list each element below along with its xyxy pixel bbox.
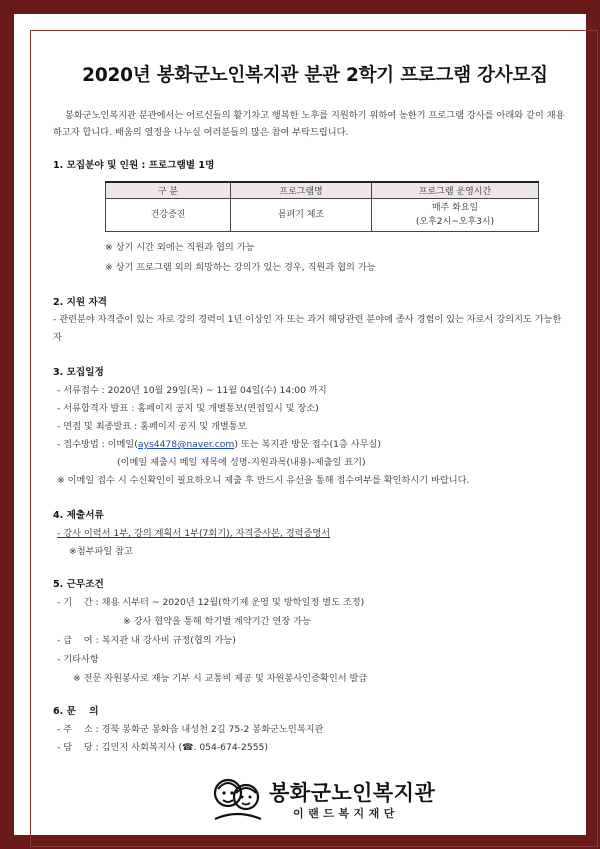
cell-time-hours: (오후2시~오후3시) bbox=[415, 217, 495, 227]
program-table-header bbox=[106, 182, 539, 199]
section-3-line-3: - 면접 및 최종발표 : 홈페이지 공지 및 개별통보 bbox=[57, 421, 247, 432]
section-2-heading: 2. 지원 자격 bbox=[53, 297, 108, 308]
section-6-line-1: - 주 소 : 경북 봉화군 봉화읍 내성천 2길 75-2 봉화군노인복지관 bbox=[57, 724, 324, 735]
cell-category: 건강증진 bbox=[106, 199, 231, 232]
cell-time-day: 매주 화요일 bbox=[431, 203, 479, 213]
submit-method-rest: ) 또는 복지관 방문 접수(1층 사무실) bbox=[234, 439, 381, 450]
section-1-heading: 1. 모집분야 및 인원 : 프로그램별 1명 bbox=[53, 160, 215, 171]
intro-paragraph: 봉화군노인복지관 분관에서는 어르신들의 활기차고 행복한 노후를 지원하기 위하여 농한기 프로그램 강사를 아래와 같이 채용하고자 합니다. 배움의 열정을 나누실 여러분들의 많은 참여 부탁드립니다. bbox=[53, 110, 565, 138]
organization-logo bbox=[209, 773, 439, 823]
section-4-line-2: ※첨부파일 참고 bbox=[69, 546, 133, 557]
section-5-line-2: ※ 강사 협약을 통해 학기별 계약기간 연장 가능 bbox=[123, 616, 311, 627]
section-5-line-3: - 급 여 : 복지관 내 강사비 규정(협의 가능) bbox=[57, 635, 236, 646]
section-6-line-2: - 담 당 : 김민지 사회복지사 (☎. 054-674-2555) bbox=[57, 742, 268, 753]
section-3-line-4 bbox=[57, 436, 381, 450]
section-2-body: - 관련분야 자격증이 있는 자로 강의 경력이 1년 이상인 자 또는 과거 해당관련 분야에 종사 경험이 있는 자로서 강의지도 가능한 자 bbox=[53, 314, 562, 343]
section-1-note-1: ※ 상기 시간 외에는 직원과 협의 가능 bbox=[105, 242, 255, 253]
section-5-heading: 5. 근무조건 bbox=[53, 579, 104, 590]
section-3-heading: 3. 모집일정 bbox=[53, 367, 104, 378]
section-4-line-1: - 강사 이력서 1부, 강의 계획서 1부(7회기), 자격증사본, 경력증명서 bbox=[57, 528, 331, 539]
page-title: 2020년 봉화군노인복지관 분관 2학기 프로그램 강사모집 bbox=[82, 65, 548, 86]
section-1-note-2: ※ 상기 프로그램 외의 희망하는 강의가 있는 경우, 직원과 협의 가능 bbox=[105, 262, 376, 273]
section-3-line-6: ※ 이메일 접수 시 수신확인이 필요하오니 제출 후 반드시 유선을 통해 접수여부를 확인하시기 바랍니다. bbox=[57, 475, 470, 486]
table-row bbox=[106, 199, 539, 232]
logo-subtitle: 이랜드복지재단 bbox=[293, 807, 399, 820]
section-3-line-1: - 서류접수 : 2020년 10월 29일(목) ~ 11월 04일(수) 14:00 까지 bbox=[57, 385, 327, 396]
section-3-line-5: (이메일 제출시 메일 제목에 성명-지원과목(내용)-제출일 표기) bbox=[117, 457, 366, 468]
header-category: 구 분 bbox=[106, 182, 231, 199]
section-6-heading: 6. 문 의 bbox=[53, 706, 99, 717]
elderly-couple-icon bbox=[209, 773, 265, 823]
section-5-line-4: - 기타사항 bbox=[57, 654, 99, 665]
header-time: 프로그램 운영시간 bbox=[372, 182, 539, 199]
cell-time bbox=[372, 199, 539, 232]
cell-program: 몸펴기 체조 bbox=[231, 199, 372, 232]
submit-method-label: - 접수방법 : 이메일( bbox=[57, 439, 138, 450]
logo-name: 봉화군노인복지관 bbox=[269, 781, 436, 805]
program-table bbox=[105, 181, 539, 232]
section-5-line-5: ※ 전문 자원봉사로 재능 기부 시 교통비 제공 및 자원봉사인증확인서 발급 bbox=[73, 673, 368, 684]
section-4-heading: 4. 제출서류 bbox=[53, 510, 104, 521]
document-body bbox=[30, 30, 598, 847]
section-3-line-2: - 서류합격자 발표 : 홈페이지 공지 및 개별통보(면접일시 및 장소) bbox=[57, 403, 319, 414]
header-program: 프로그램명 bbox=[231, 182, 372, 199]
section-5-line-1: - 기 간 : 채용 시부터 ~ 2020년 12월(학기제 운영 및 방학일정 별도 조정) bbox=[57, 597, 365, 608]
email-link[interactable]: ays4478@naver.com bbox=[137, 439, 235, 450]
